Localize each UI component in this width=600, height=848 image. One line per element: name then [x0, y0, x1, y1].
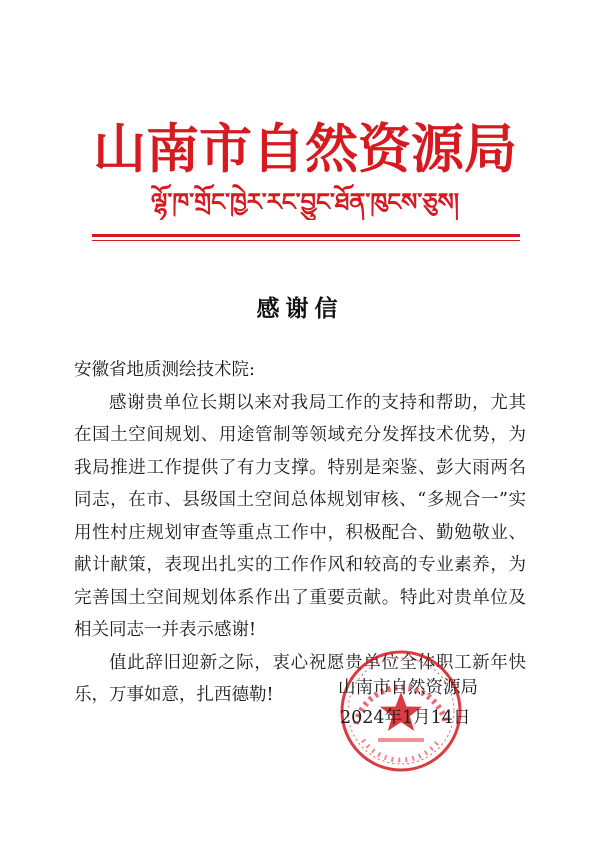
letterhead-org-name-tibetan: ལྷོ་ཁ་གྲོང་ཁྱེར་རང་བྱུང་ཐོན་ཁུངས་ཅུས། [150, 187, 460, 216]
letterhead-rule-thick [92, 234, 520, 237]
letter-paragraph-2: 值此辞旧迎新之际，衷心祝愿贵单位全体职工新年快乐，万事如意，扎西德勒! [74, 652, 526, 705]
letterhead-rule-thin [92, 240, 520, 241]
letterhead-org-name: 山南市自然资源局 [93, 118, 517, 180]
letter-paragraph-1: 感谢贵单位长期以来对我局工作的支持和帮助，尤其在国土空间规划、用途管制等领域充分发挥技术优势，为我局推进工作提供了有力支撑。特别是栾鉴、彭大雨两名同志，在市、县级国土空间总体规划审核、“多规合一”实用性村庄规划审查等重点工作中，积极配合、勤勉敬业、献计献策，表现出扎实的工作作风和较高的专业素养，为完善国土空间规划体系作出了重要贡献。特此对贵单位及相关同志一并表示感谢! [74, 392, 526, 640]
signature-org: 山南市自然资源局 [338, 678, 478, 698]
letter-salutation: 安徽省地质测绘技术院: [74, 360, 255, 380]
letter-title: 感谢信 [256, 295, 344, 322]
signature-date: 2024年1月14日 [340, 708, 471, 728]
